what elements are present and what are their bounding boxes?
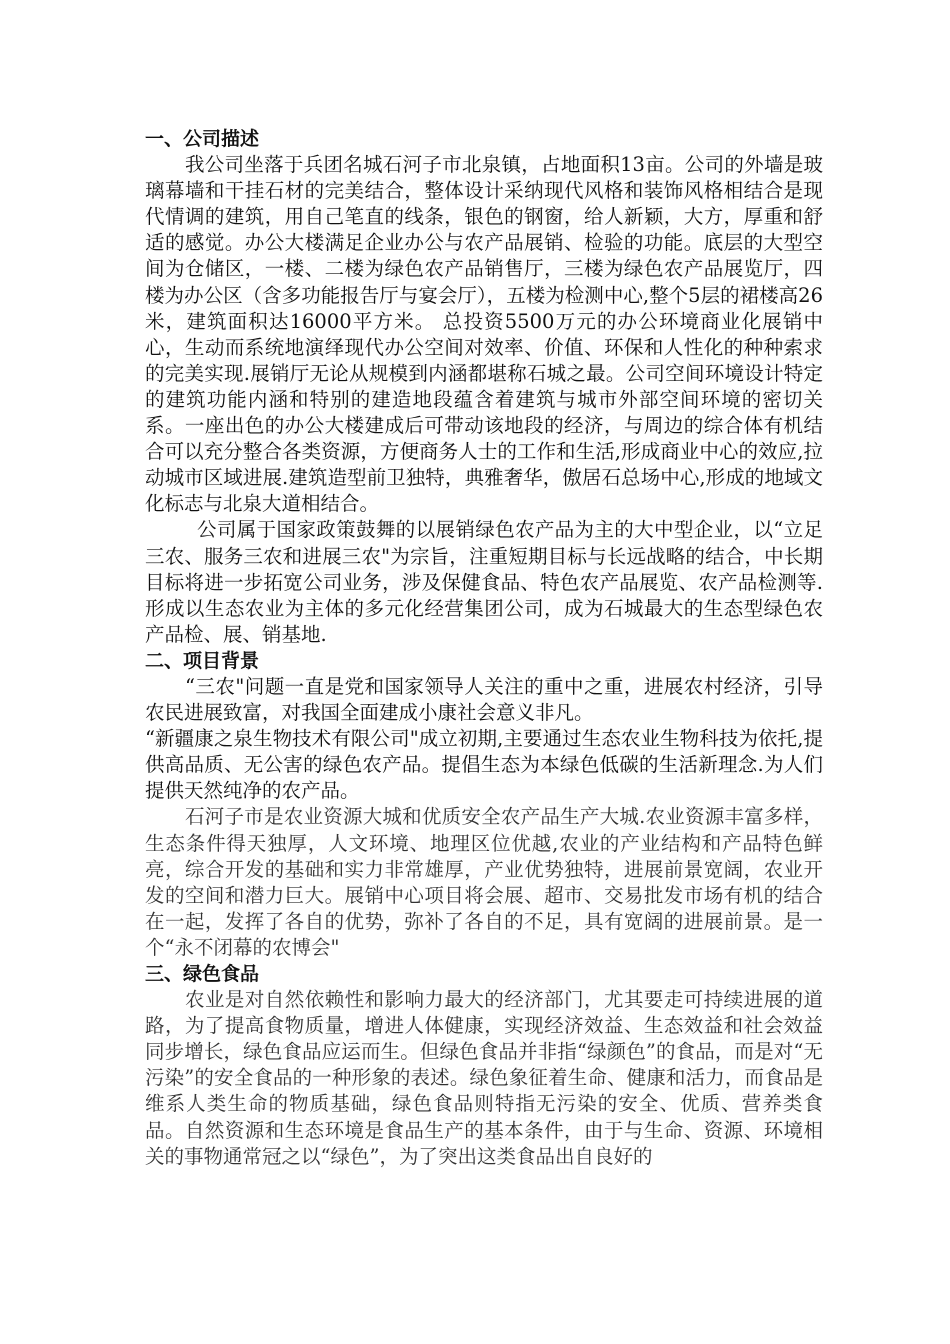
section-heading-green-food: 三、绿色食品 xyxy=(145,963,260,985)
paragraph-sannong: “三农"问题一直是党和国家领导人关注的重中之重，进展农村经济，引导农民进展致富，对我国全面建成小康社会意义非凡。 xyxy=(145,674,823,725)
paragraph-shihezi: 石河子市是农业资源大城和优质安全农产品生产大城.农业资源丰富多样，生态条件得天独厚，人文环境、地理区位优越,农业的产业结构和产品特色鲜亮，综合开发的基础和实力非常雄厚，产业优势独特，进展前景宽阔，农业开发的空间和潜力巨大。展销中心项目将会展、超市、交易批发市场有机的结合在一起，发挥了各自的优势，弥补了各自的不足，具有宽阔的进展前景。是一个“永不闭幕的农博会" xyxy=(145,805,823,959)
section-heading-company: 一、公司描述 xyxy=(145,128,260,150)
paragraph-company-founding: “新疆康之泉生物技术有限公司"成立初期,主要通过生态农业生物科技为依托,提供高品质、无公害的绿色农产品。提倡生态为本绿色低碳的生活新理念.为人们提供天然纯净的农产品。 xyxy=(145,727,823,803)
document-body xyxy=(145,126,823,1170)
paragraph-company-description: 我公司坐落于兵团名城石河子市北泉镇，占地面积13亩。公司的外墙是玻璃幕墙和干挂石材的完美结合，整体设计采纳现代风格和装饰风格相结合是现代情调的建筑，用自己笔直的线条，银色的钢窗，给人新颖，大方，厚重和舒适的感觉。办公大楼满足企业办公与农产品展销、检验的功能。底层的大型空间为仓储区，一楼、二楼为绿色农产品销售厅，三楼为绿色农产品展览厅，四楼为办公区（含多功能报告厅与宴会厅），五楼为检测中心,整个5层的裙楼高26米，建筑面积达16000平方米。 总投资5500万元的办公环境商业化展销中心，生动而系统地演绎现代办公空间对效率、价值、环保和人性化的种种索求的完美实现.展销厅无论从规模到内涵都堪称石城之最。公司空间环境设计特定的建筑功能内涵和特别的建造地段蕴含着建筑与城市外部空间环境的密切关系。一座出色的办公大楼建成后可带动该地段的经济，与周边的综合体有机结合可以充分整合各类资源，方便商务人士的工作和生活,形成商业中心的效应,拉动城市区域进展.建筑造型前卫独特，典雅奢华，傲居石总场中心,形成的地域文化标志与北泉大道相结合。 xyxy=(145,153,823,516)
paragraph-green-food: 农业是对自然依赖性和影响力最大的经济部门，尤其要走可持续进展的道路，为了提高食物质量，增进人体健康，实现经济效益、生态效益和社会效益同步增长，绿色食品应运而生。但绿色食品并非指“绿颜色”的食品，而是对“无污染”的安全食品的一种形象的表述。绿色象征着生命、健康和活力，而食品是维系人类生命的物质基础，绿色食品则特指无污染的安全、优质、营养类食品。自然资源和生态环境是食品生产的基本条件，由于与生命、资源、环境相关的事物通常冠之以“绿色”，为了突出这类食品出自良好的 xyxy=(145,988,823,1168)
paragraph-company-positioning: 公司属于国家政策鼓舞的以展销绿色农产品为主的大中型企业，以“立足三农、服务三农和进展三农"为宗旨，注重短期目标与长远战略的结合，中长期目标将进一步拓宽公司业务，涉及保健食品、特色农产品展览、农产品检测等.形成以生态农业为主体的多元化经营集团公司，成为石城最大的生态型绿色农产品检、展、销基地. xyxy=(145,518,823,646)
section-heading-background: 二、项目背景 xyxy=(145,649,260,672)
